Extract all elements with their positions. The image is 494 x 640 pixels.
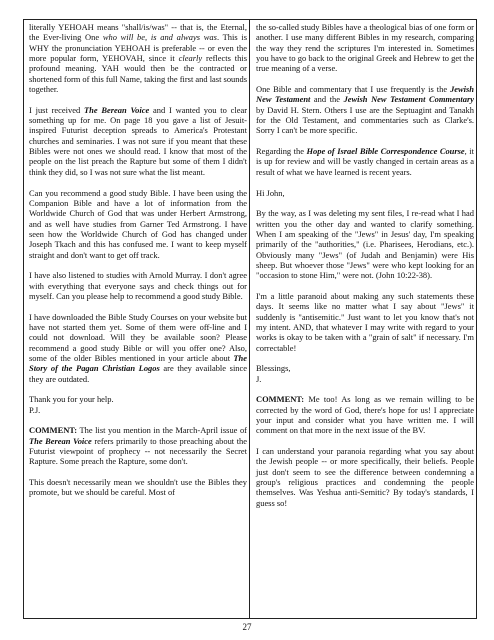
paragraph-correspondence-course: Regarding the Hope of Israel Bible Correspondence Course, it is up for review and will be vastly changed in certain areas as a result of what we have learned is recent years. bbox=[256, 146, 474, 177]
paragraph-study-bible-request: Can you recommend a good study Bible. I have been using the Companion Bible and have a lot of information from the Worldwide Church of God that was under Herbert Armstrong, and as well have studies from Garner Ted Armstrong. I have seen how the Worldwide Church of God has changed under Joseph Tkach and this has confused me. I want to keep myself straight and don't want to get off track. bbox=[29, 187, 247, 260]
column-divider bbox=[249, 19, 250, 619]
paragraph-letter-intro: I just received The Berean Voice and I wanted you to clear something up for me. On page 18 you gave a list of Jesuit-inspired Futurist deception spreads to America's Protestant churches and seminaries. I was not sure if you meant that these Bibles were not ones we should read. I know that most of the people on the list preach the Rapture but some of them I didn't think they did, so I was not sure what the list meant. bbox=[29, 104, 247, 177]
paragraph-paranoid: I'm a little paranoid about making any such statements these days. It seems like no matter what I say about "Jews" it suddenly is "antisemitic." Just want to let you know that's not my intent. AND, that whatever I may write with regard to your works is okay to be taken with a "grain of salt" if necessary. I'm correctable! bbox=[256, 290, 474, 353]
paragraph-clarify-jews: By the way, as I was deleting my sent files, I re-read what I had written you the other day and wanted to clarify something. When I am speaking of the "Jews" in Jesus' day, I'm speaking primarily of the "authorities," (i.e. Pharisees, Herodians, etc.). Obviously many "Jews" (of Judah and Benjamin) were His sheep. But whoever those "Jews" were who kept looking for an "occasion to stone Him," were not. (John 10:22-38). bbox=[256, 208, 474, 281]
page-number: 27 bbox=[242, 622, 252, 632]
paragraph-bibles-caution: This doesn't necessarily mean we shouldn't use the Bibles they promote, but we should be careful. Most of bbox=[29, 477, 247, 498]
left-column bbox=[29, 22, 247, 508]
paragraph-arnold-murray: I have also listened to studies with Arnold Murray. I don't agree with everything that everyone says and check things out for myself. Can you please help to recommend a good study Bible. bbox=[29, 270, 247, 301]
paragraph-theological-bias: the so-called study Bibles have a theological bias of one form or another. I use many different Bibles in my research, comparing the way they rend the scriptures I'm interested in. Sometimes you have to go back to the original Greek and Hebrew to get the true meaning of a verse. bbox=[256, 22, 474, 74]
greeting-hi-john: Hi John, bbox=[256, 187, 285, 198]
right-column bbox=[256, 22, 474, 519]
signature-pj: P.J. bbox=[29, 404, 41, 415]
paragraph-comment-me-too: COMMENT: Me too! As long as we remain willing to be corrected by the word of God, there's hope for us! I appreciate your input and consider what you have written me. I will comment on that more in the next issue of the BV. bbox=[256, 394, 474, 436]
paragraph-downloads: I have downloaded the Bible Study Courses on your website but have not started them yet. Some of them were off-line and I could not download. Will they be available soon? Please recommend a good study Bible or will you offer one? Also, some of the older Bibles mentioned in your article about The Story of the Pagan Christian Logos are they available since they are outdated. bbox=[29, 311, 247, 384]
paragraph-anti-semitic: I can understand your paranoia regarding what you say about the Jewish people -- or more specifically, their beliefs. People just don't seem to see the difference between condemning a group's religious practices and condemning the people themselves. Was Yeshua anti-Semitic? By today's standards, I guess so! bbox=[256, 446, 474, 508]
paragraph-comment-list: COMMENT: The list you mention in the March-April issue of The Berean Voice refers primarily to those preaching about the Futurist viewpoint of prophecy -- not necessarily the Secret Rapture. Some preach the Rapture, some don't. bbox=[29, 425, 247, 467]
paragraph-jewish-nt: One Bible and commentary that I use frequently is the Jewish New Testament and the Jewish New Testament Commentary by David H. Stern. Others I use are the Septuagint and Tanakh for the Old Testament, and commentaries such as Clarke's. Sorry I can't be more specific. bbox=[256, 84, 474, 136]
paragraph-thanks: Thank you for your help. bbox=[29, 394, 114, 405]
paragraph-yehoah: literally YEHOAH means "shall/is/was" -- that is, the Eternal, the Ever-living One who will be, is and always was. This is WHY the pronunciation YEHOAH is preferable -- or even the more popular form, YEHOVAH, since it clearly reflects this profound meaning. YAH would then be the contracted or shortened form of this full Name, taking the first and last sounds together. bbox=[29, 22, 247, 95]
closing-blessings: Blessings, bbox=[256, 363, 291, 374]
signature-j: J. bbox=[256, 373, 262, 384]
